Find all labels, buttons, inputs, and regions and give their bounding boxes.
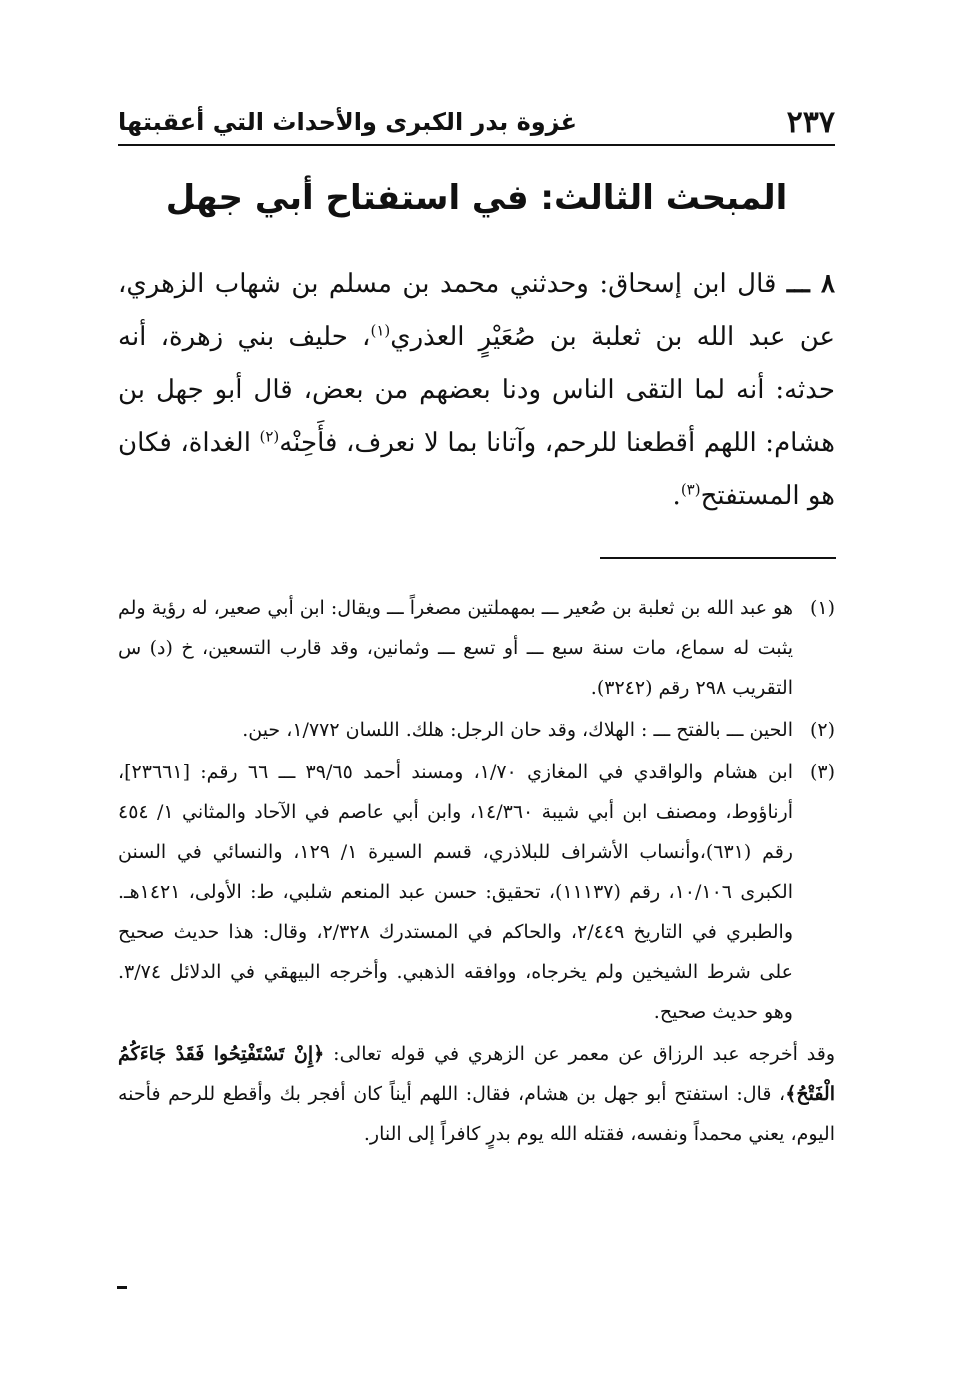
footnote-separator [600, 557, 836, 559]
paragraph-text-1: قال ابن إسحاق: وحدثني محمد بن مسلم بن شهاب الزهري، عن عبد الله بن ثعلبة بن صُعَيْرٍ العذري [118, 269, 835, 352]
footnote-text: ابن هشام والواقدي في المغازي ١/٧٠، ومسند أحمد ٣٩/٦٥ ـــ ٦٦ رقم: [٢٣٦٦١]، أرناؤوط، ومصنف ابن أبي شيبة ١٤/٣٦٠، وابن أبي عاصم في الآحاد والمثاني ١/ ٤٥٤ رقم (٦٣١)،وأنساب الأشراف للبلاذري، قسم السيرة ١/ ١٢٩، والنسائي في السنن الكبرى ١٠/١٠٦، رقم (١١١٣٧)، تحقيق: حسن عبد المنعم شلبي، ط: الأولى، ١٤٢١هـ. والطبري في التاريخ ٢/٤٤٩، والحاكم في المستدرك ٢/٣٢٨، وقال: هذا حديث صحيح على شرط الشيخين ولم يخرجاه، ووافقه الذهبي. وأخرجه البيهقي في الدلائل ٣/٧٤. وهو حديث صحيح. [118, 761, 793, 1023]
chapter-title: المبحث الثالث: في استفتاح أبي جهل [165, 178, 788, 218]
footnote-text: الحين ـــ بالفتح ـــ : الهلاك، وقد حان الرجل: هلك. اللسان ١/٧٧٢، حين. [242, 719, 793, 741]
main-paragraph [118, 258, 835, 523]
footnote-3 [118, 752, 835, 1032]
paragraph-number: ٨ ـــ [786, 269, 835, 299]
footnote-2 [118, 710, 835, 750]
continuation-mark [117, 1286, 127, 1289]
footnote-ref-3[interactable]: (٣) [680, 480, 701, 499]
footnote-mark: (٣) [809, 761, 835, 783]
quran-verse: ﴿إِنْ تَسْتَفْتِحُوا فَقَدْ جَاءَكُمُ الْفَتْحُ﴾ [118, 1043, 835, 1105]
page-number: ٢٣٧ [786, 104, 835, 140]
footnote-mark: (١) [809, 597, 835, 619]
footnote-ref-2[interactable]: (٢) [259, 427, 280, 446]
footnotes [118, 588, 835, 1154]
footnote-ref-1[interactable]: (١) [370, 321, 391, 340]
footnote-mark: (٢) [809, 719, 835, 741]
paragraph-text-3: الغداة، فكان هو المستفتح [118, 428, 835, 511]
paragraph-text-2: ، حليف بني زهرة، أنه حدثه: أنه لما التقى الناس ودنا بعضهم من بعض، قال أبو جهل بن هشام: اللهم أقطعنا للرحم، وآتانا بما لا نعرف، فأَحِنْه [118, 322, 835, 458]
page-header [118, 100, 835, 146]
footnote-1 [118, 588, 835, 708]
note-text-after: ، قال: استفتح أبو جهل بن هشام، فقال: اللهم أيناً كان أفجر بك وأقطع للرحم فأحنه اليوم، يعني محمداً ونفسه، فقتله الله يوم بدرٍ كافراً إلى النار. [118, 1083, 835, 1145]
footnote-continuation [118, 1034, 835, 1154]
running-title: غزوة بدر الكبرى والأحداث التي أعقبتها [118, 108, 577, 136]
note-text-before: وقد أخرجه عبد الرزاق عن معمر عن الزهري في قوله تعالى: [324, 1043, 835, 1065]
paragraph-text-4: . [672, 481, 681, 511]
footnote-text: هو عبد الله بن ثعلبة بن صُعير ـــ بمهملتين مصغراً ـــ ويقال: ابن أبي صعير، له رؤية ولم يثبت له سماع، مات سنة سبع ـــ أو تسع ـــ وثمانين، وقد قارب التسعين، خ (د) س التقريب ٢٩٨ رقم (٣٢٤٢). [118, 597, 793, 699]
